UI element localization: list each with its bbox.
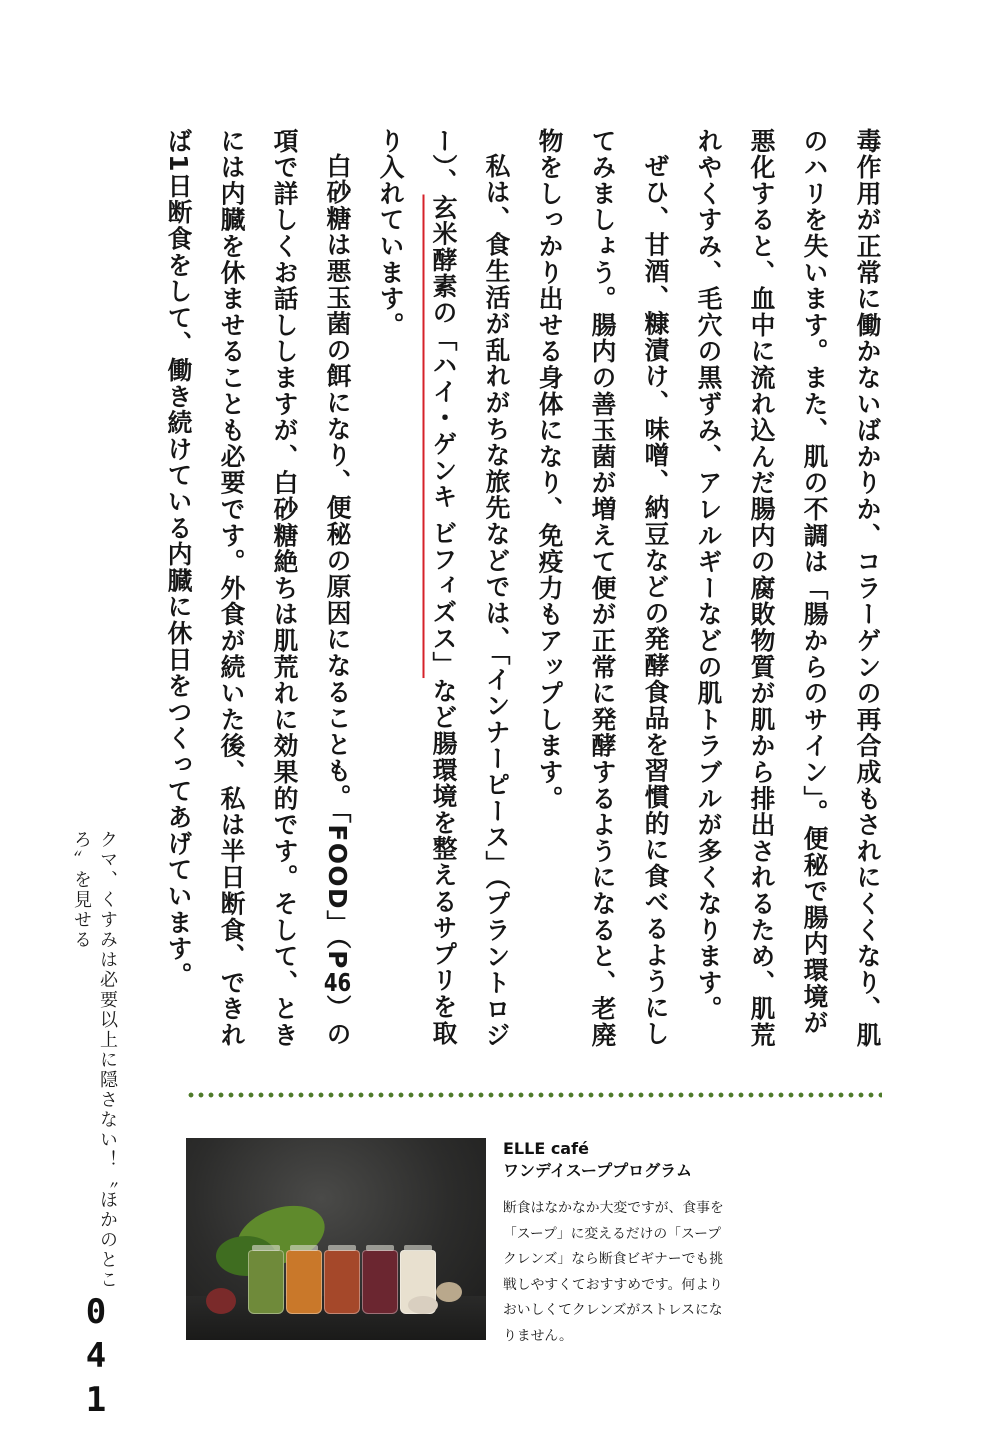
paragraph-4-text-b: ）の項で詳しくお話ししますが、白砂糖絶ちは肌荒れに効果的です。そして、ときには内臓を休ませることも必要です。外食が続いた後、私は半日断食、できれば1日断食をして、働き続けている内臓に休日をつくってあげています。: [164, 128, 352, 1049]
photo-beet: [206, 1288, 236, 1314]
sidebar-title-line-1: ELLE café: [503, 1139, 589, 1158]
photo-jar-beet: [362, 1250, 398, 1314]
dotted-divider: [186, 1092, 882, 1098]
sidebar-line: りません。: [503, 1327, 573, 1344]
sidebar-line: おいしくてクレンズがストレスにな: [503, 1302, 723, 1319]
article-body: [164, 128, 894, 1058]
photo-jar-orange: [286, 1250, 322, 1314]
running-head: クマ、くすみは必要以上に隠さない！〝ほかのところ〟を見せる: [71, 830, 118, 1290]
sidebar-title-line-2: ワンデイスーププログラム: [503, 1161, 692, 1180]
sidebar-line: 断食はなかなか大変ですが、食事を: [503, 1200, 724, 1216]
paragraph-4-text-a: 白砂糖は悪玉菌の餌になり、便秘の原因になることも。「FOOD」（P: [323, 152, 352, 970]
soup-jars-photo: [186, 1138, 486, 1340]
paragraph-2: [523, 128, 682, 1058]
sidebar-title: [503, 1138, 763, 1182]
page-reference-number: 46: [323, 969, 352, 995]
sidebar-body: [503, 1196, 759, 1350]
photo-mushroom: [436, 1282, 462, 1302]
page-number: 041: [76, 1292, 116, 1424]
sidebar-line: 戦しやすくておすすめです。何より: [503, 1276, 723, 1293]
underlined-product-name: 玄米酵素の「ハイ・ゲンキ ビフィズス」: [429, 194, 458, 679]
sidebar-line: クレンズ」なら断食ビギナーでも挑: [503, 1251, 723, 1268]
paragraph-1-text: 毒作用が正常に働かないばかりか、コラーゲンの再合成もされにくくなり、肌のハリを失います。また、肌の不調は「腸からのサイン」。便秘で腸内環境が悪化すると、血中に流れ込んだ腸内の腐敗物質が肌から排出されるため、肌荒れやくすみ、毛穴の黒ずみ、アレルギーなどの肌トラブルが多くなります。: [694, 128, 882, 1049]
paragraph-4: [152, 128, 364, 1058]
photo-jar-red: [324, 1250, 360, 1314]
paragraph-2-text: ぜひ、甘酒、糠漬け、味噌、納豆などの発酵食品を習慣的に食べるようにしてみましょう。腸内の善玉菌が増えて便が正常に発酵するようになると、老廃物をしっかり出せる身体になり、免疫力もアップします。: [535, 128, 670, 1049]
paragraph-3: [364, 128, 523, 1058]
paragraph-3-text-a: 私は、食生活が乱れがちな旅先などでは、「インナーピース」（プラントロジー）、: [429, 128, 511, 1049]
paragraph-1: [682, 128, 894, 1058]
photo-jar-green: [248, 1250, 284, 1314]
sidebar-line: 「スープ」に変えるだけの「スープ: [503, 1225, 721, 1242]
photo-onion: [408, 1296, 438, 1314]
paragraph-3-text-b: など腸環境を整えるサプリを取り入れています。: [376, 128, 458, 1047]
